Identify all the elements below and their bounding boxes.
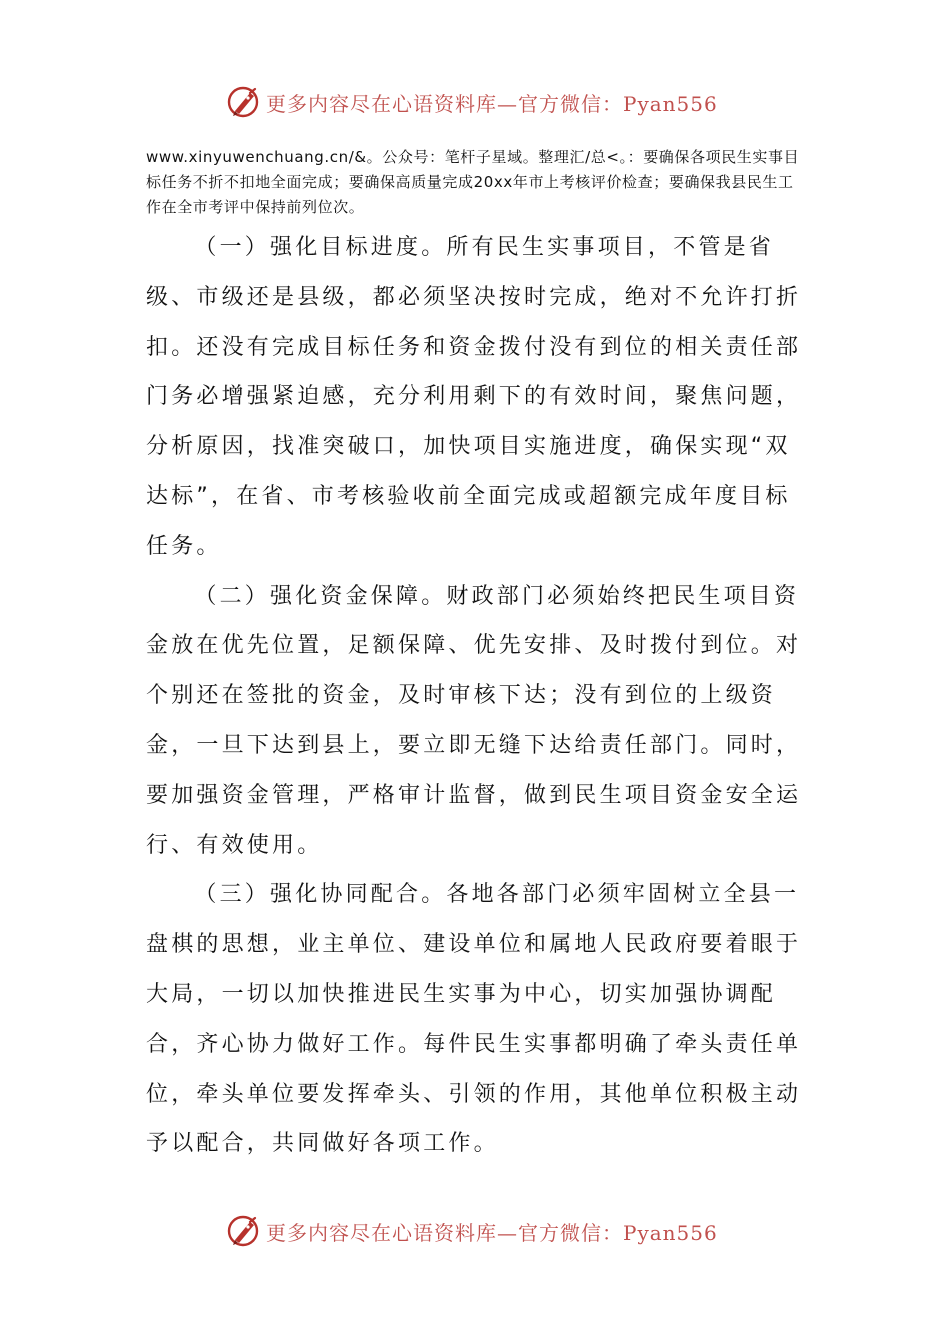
footer-banner-text: 更多内容尽在心语资料库—官方微信：Pyan556	[266, 1220, 718, 1245]
pen-nib-logo-icon	[226, 1213, 262, 1249]
footer-banner	[226, 1213, 726, 1249]
intro-text: www.xinyuwenchuang.cn/&。公众号：笔杆子星域。整理汇/总<。：要确保各项民生实事目标任务不折不扣地全面完成；要确保高质量完成20xx年市上考核评价检查；要确保我县民生工作在全市考评中保持前列位次。	[146, 148, 800, 216]
paragraph-funding-guarantee: （二）强化资金保障。财政部门必须始终把民生项目资金放在优先位置，足额保障、优先安排、及时拨付到位。对个别还在签批的资金，及时审核下达；没有到位的上级资金，一旦下达到县上，要立即无缝下达给责任部门。同时，要加强资金管理，严格审计监督，做到民生项目资金安全运行、有效使用。	[146, 583, 802, 858]
header-banner-text: 更多内容尽在心语资料库—官方微信：Pyan556	[266, 91, 718, 116]
paragraph-coordination: （三）强化协同配合。各地各部门必须牢固树立全县一盘棋的思想，业主单位、建设单位和属地人民政府要着眼于大局，一切以加快推进民生实事为中心，切实加强协调配合，齐心协力做好工作。每件民生实事都明确了牵头责任单位，牵头单位要发挥牵头、引领的作用，其他单位积极主动予以配合，共同做好各项工作。	[146, 882, 802, 1157]
header-banner	[226, 84, 726, 120]
paragraph-goal-progress: （一）强化目标进度。所有民生实事项目，不管是省级、市级还是县级，都必须坚决按时完成，绝对不允许打折扣。还没有完成目标任务和资金拨付没有到位的相关责任部门务必增强紧迫感，充分利用剩下的有效时间，聚焦问题，分析原因，找准突破口，加快项目实施进度，确保实现“双达标”，在省、市考核验收前全面完成或超额完成年度目标任务。	[146, 235, 802, 559]
pen-nib-logo-icon	[226, 84, 262, 120]
document-body	[146, 223, 808, 1169]
